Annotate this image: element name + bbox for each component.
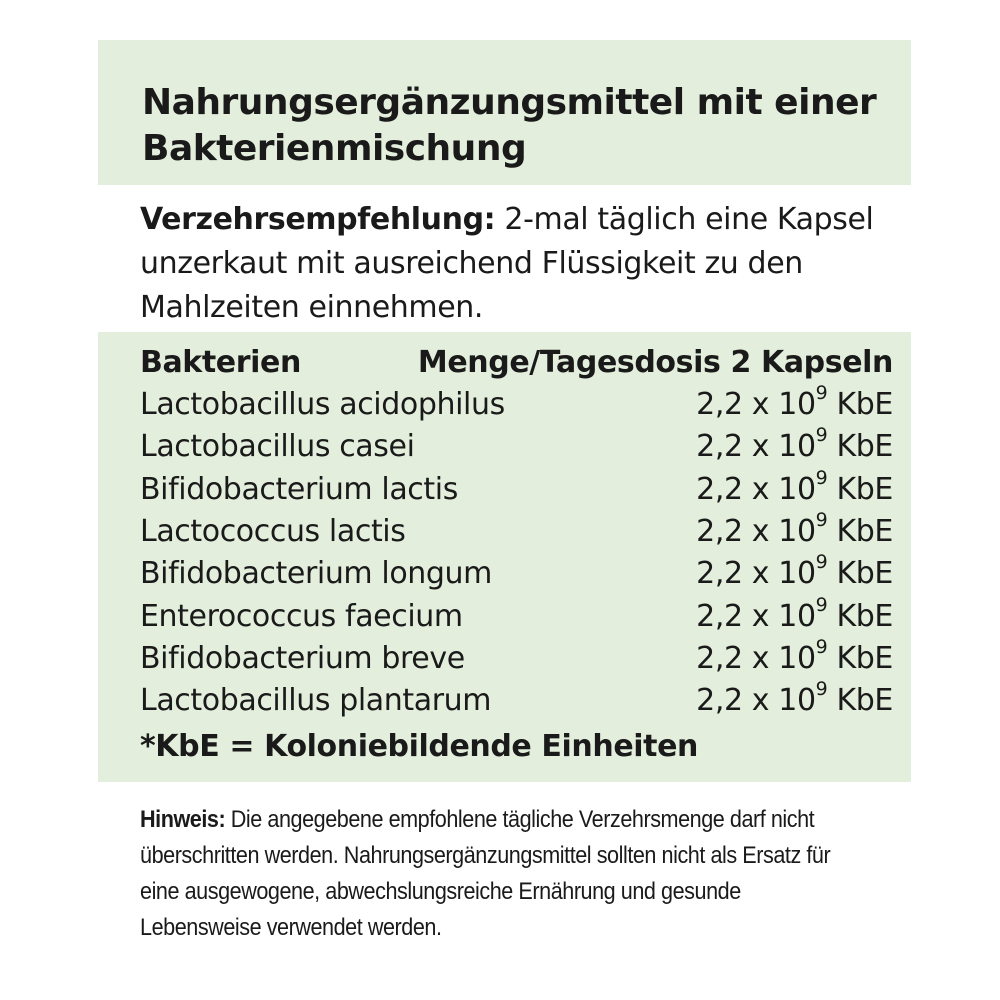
amount-unit: KbE: [836, 513, 893, 549]
amount-unit: KbE: [836, 471, 893, 507]
amount-mantissa: 2,2 x 10: [696, 387, 816, 422]
bacteria-name: Lactobacillus plantarum: [140, 683, 492, 719]
table-row: [140, 593, 893, 638]
bacteria-amount: [696, 508, 893, 553]
hint-label: Hinweis:: [140, 806, 226, 833]
amount-exponent: 9: [815, 635, 828, 658]
bacteria-name: Bifidobacterium longum: [140, 556, 492, 592]
bacteria-amount: [696, 680, 893, 722]
hint-note: [140, 802, 860, 946]
amount-mantissa: 2,2 x 10: [696, 429, 816, 465]
header-bacteria: Bakterien: [140, 345, 301, 380]
footnote: *KbE = Koloniebildende Einheiten: [140, 729, 698, 764]
table-row: [140, 553, 893, 595]
usage-label: Verzehrsempfehlung:: [140, 202, 496, 237]
table-row: [140, 466, 893, 511]
amount-exponent: 9: [815, 466, 828, 489]
table-row: [140, 635, 893, 680]
bacteria-amount: [696, 593, 893, 638]
amount-unit: KbE: [836, 640, 893, 676]
bacteria-name: Bifidobacterium breve: [140, 640, 465, 676]
bacteria-name: Lactococcus lactis: [140, 513, 406, 549]
amount-unit: KbE: [836, 683, 893, 719]
amount-unit: KbE: [836, 556, 893, 592]
amount-exponent: 9: [815, 593, 828, 616]
amount-unit: KbE: [836, 387, 893, 422]
amount-mantissa: 2,2 x 10: [696, 556, 816, 592]
table-row: [140, 384, 893, 426]
bacteria-amount: [696, 635, 893, 680]
amount-mantissa: 2,2 x 10: [696, 513, 816, 549]
amount-mantissa: 2,2 x 10: [696, 683, 816, 719]
bacteria-amount: [696, 384, 893, 426]
bacteria-amount: [696, 426, 893, 468]
hint-text: Die angegebene empfohlene tägliche Verzehrsmenge darf nicht überschritten werden. Nahrungsergänzungsmittel sollten nicht als Ersatz für eine ausgewogene, abwechslungsreiche Ernährung und gesunde Lebensweise verwendet werden.: [140, 806, 831, 941]
bacteria-name: Enterococcus faecium: [140, 598, 463, 634]
table-header: [140, 342, 893, 384]
table-row: [140, 508, 893, 553]
product-title: Nahrungsergänzungsmittel mit einer Bakterienmischung: [142, 82, 877, 169]
title-band: [98, 40, 911, 185]
table-row: [140, 680, 893, 722]
usage-recommendation: [140, 198, 920, 330]
amount-mantissa: 2,2 x 10: [696, 471, 816, 507]
amount-exponent: 9: [815, 424, 828, 447]
bacteria-amount: [696, 466, 893, 511]
amount-exponent: 9: [815, 382, 828, 404]
amount-mantissa: 2,2 x 10: [696, 598, 816, 634]
bacteria-name: Lactobacillus acidophilus: [140, 387, 505, 422]
header-amount: Menge/Tagesdosis 2 Kapseln: [417, 345, 893, 380]
amount-exponent: 9: [815, 551, 828, 574]
bacteria-amount: [696, 553, 893, 595]
table-row: [140, 426, 893, 468]
amount-unit: KbE: [836, 429, 893, 465]
usage-text: 2-mal täglich eine Kapsel unzerkaut mit ausreichend Flüssigkeit zu den Mahlzeiten einnehmen.: [140, 202, 874, 325]
bacteria-name: Lactobacillus casei: [140, 429, 415, 465]
amount-mantissa: 2,2 x 10: [696, 640, 816, 676]
bacteria-name: Bifidobacterium lactis: [140, 471, 458, 507]
amount-unit: KbE: [836, 598, 893, 634]
amount-exponent: 9: [815, 508, 828, 531]
amount-exponent: 9: [815, 678, 828, 701]
